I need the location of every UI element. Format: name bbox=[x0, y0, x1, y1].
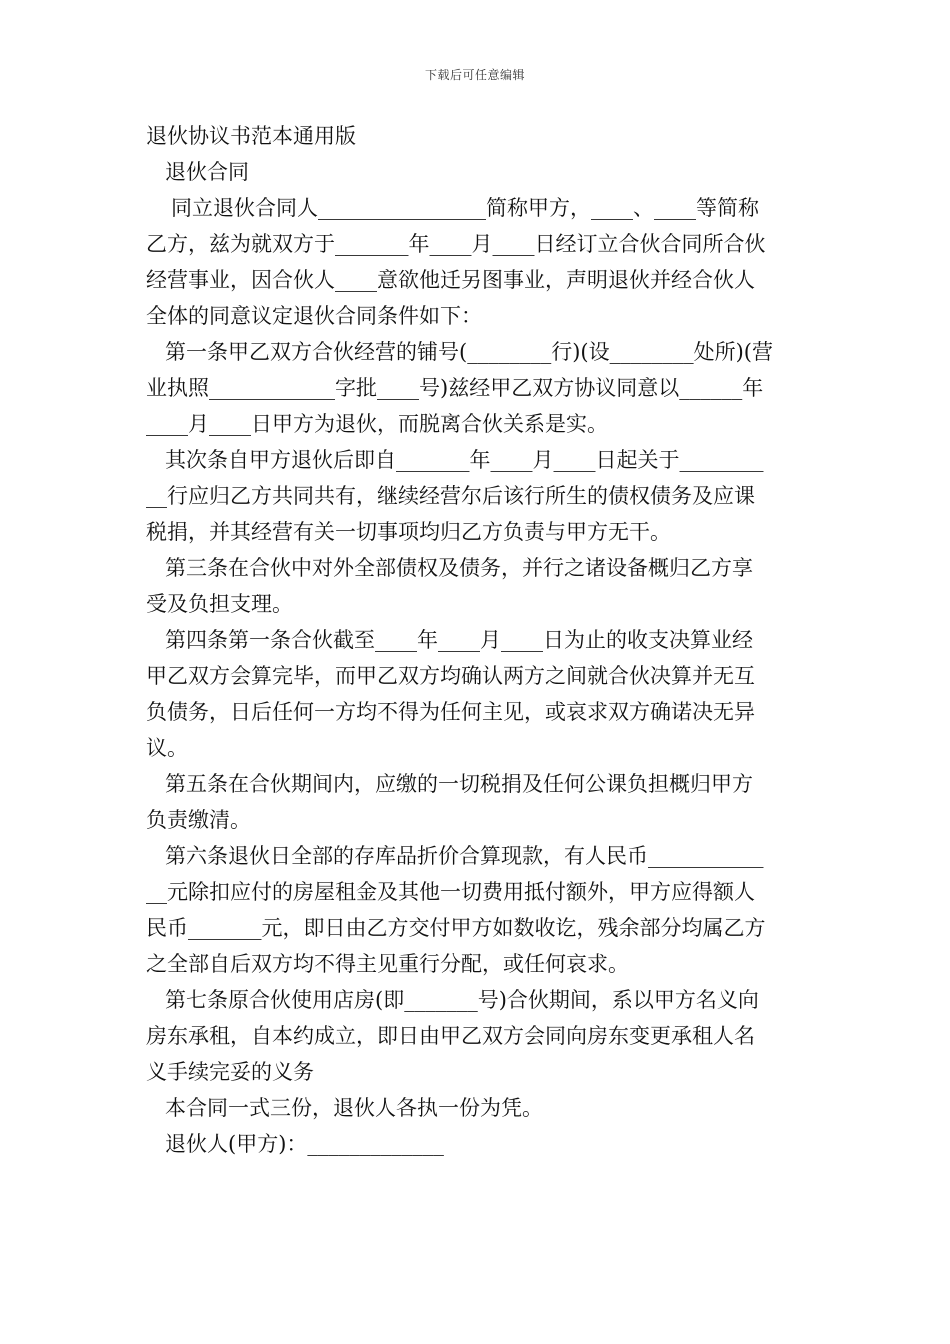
document-line: 第三条在合伙中对外全部债权及债务，并行之诸设备概归乙方享 bbox=[165, 556, 753, 580]
document-line: 第七条原合伙使用店房(即_______号)合伙期间，系以甲方名义向 bbox=[165, 988, 759, 1012]
document-line: __行应归乙方共同共有，继续经营尔后该行所生的债权债务及应课 bbox=[146, 484, 755, 508]
document-line: 负责缴清。 bbox=[146, 808, 251, 832]
document-title: 退伙协议书范本通用版 bbox=[146, 124, 356, 148]
document-line: 其次条自甲方退伙后即自_______年____月____日起关于________ bbox=[165, 448, 764, 472]
document-body bbox=[146, 118, 810, 1162]
document-line: 议。 bbox=[146, 736, 188, 760]
document-line: 受及负担支理。 bbox=[146, 592, 293, 616]
document-line: 全体的同意议定退伙合同条件如下： bbox=[146, 304, 482, 328]
document-line: 第六条退伙日全部的存库品折价合算现款，有人民币___________ bbox=[165, 844, 764, 868]
document-line: 经营事业，因合伙人____意欲他迁另图事业，声明退伙并经合伙人 bbox=[146, 268, 755, 292]
page-header: 下载后可任意编辑 bbox=[424, 68, 525, 82]
document-line: 负债务，日后任何一方均不得为任何主见，或哀求双方确诺决无异 bbox=[146, 700, 755, 724]
document-subtitle: 退伙合同 bbox=[165, 160, 249, 184]
document-line: 义手续完妥的义务 bbox=[146, 1060, 314, 1084]
document-line: 退伙人(甲方)：_____________ bbox=[165, 1132, 444, 1156]
document-line: 本合同一式三份，退伙人各执一份为凭。 bbox=[165, 1096, 543, 1120]
document-line: 第四条第一条合伙截至____年____月____日为止的收支决算业经 bbox=[165, 628, 753, 652]
document-line: ____月____日甲方为退伙，而脱离合伙关系是实。 bbox=[146, 412, 608, 436]
document-line: 第五条在合伙期间内，应缴的一切税捐及任何公课负担概归甲方 bbox=[165, 772, 753, 796]
document-line: 房东承租，自本约成立，即日由甲乙双方会同向房东变更承租人名 bbox=[146, 1024, 755, 1048]
document-lines bbox=[146, 190, 810, 1162]
document-line: 民币_______元，即日由乙方交付甲方如数收讫，残余部分均属乙方 bbox=[146, 916, 766, 940]
document-line: 同立退伙合同人________________简称甲方，____、____等简称 bbox=[171, 196, 759, 220]
document-line: 乙方，兹为就双方于_______年____月____日经订立合伙合同所合伙 bbox=[146, 232, 766, 256]
document-line: 之全部自后双方均不得主见重行分配，或任何哀求。 bbox=[146, 952, 629, 976]
document-line: 税捐，并其经营有关一切事项均归乙方负责与甲方无干。 bbox=[146, 520, 671, 544]
document-line: 第一条甲乙双方合伙经营的铺号(________行)(设________处所)(营 bbox=[165, 340, 773, 364]
document-line: 业执照____________字批____号)兹经甲乙双方协议同意以______年 bbox=[146, 376, 764, 400]
document-line: 甲乙双方会算完毕，而甲乙双方均确认两方之间就合伙决算并无互 bbox=[146, 664, 755, 688]
document-line: __元除扣应付的房屋租金及其他一切费用抵付额外，甲方应得额人 bbox=[146, 880, 755, 904]
